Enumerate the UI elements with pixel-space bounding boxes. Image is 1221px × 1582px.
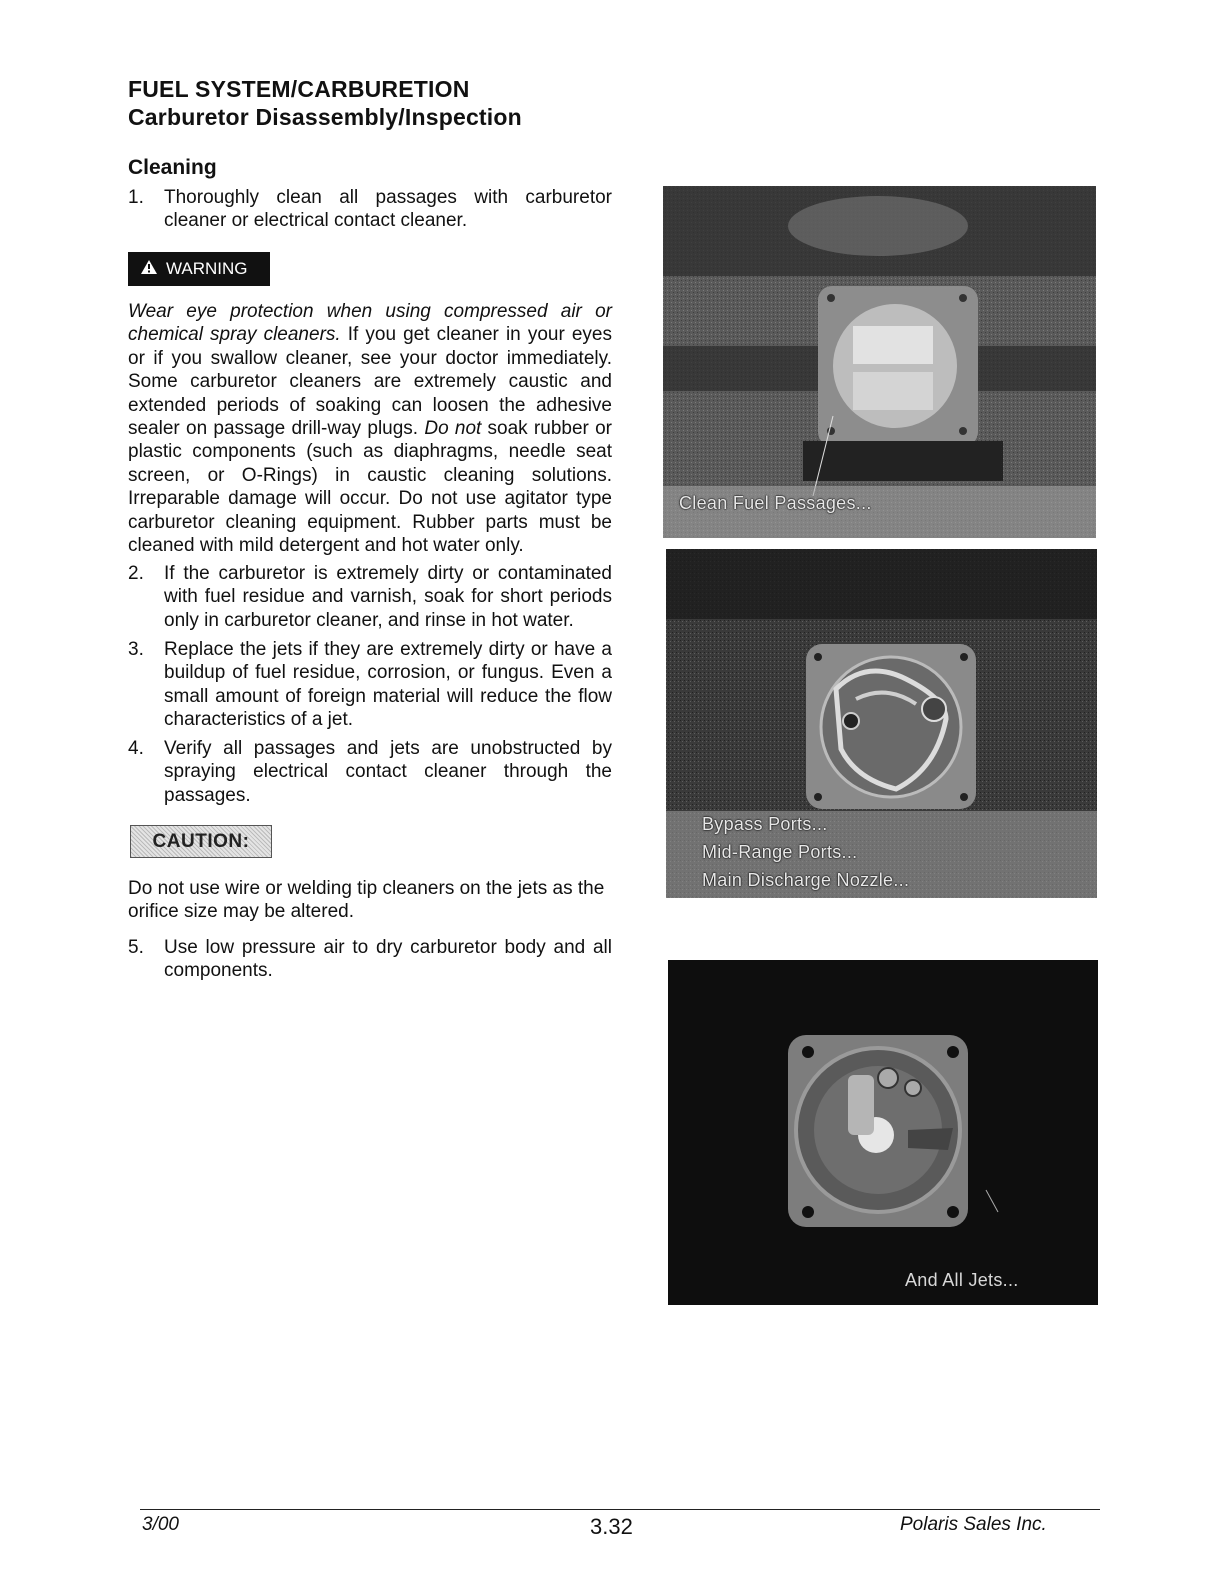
warning-paragraph	[128, 300, 612, 557]
step-2	[128, 562, 612, 632]
photo-all-jets	[668, 960, 1098, 1305]
cleaning-heading: Cleaning	[128, 156, 217, 179]
section-title: FUEL SYSTEM/CARBURETION	[128, 76, 470, 102]
warning-text-1: If you get cleaner in your eyes or if you swallow cleaner, see your doctor immediately. Some carburetor cleaners are extremely caustic and extended periods of soaking can loosen the adhesive sealer on passage drill-way plugs.	[128, 324, 612, 440]
step-number: 1.	[128, 187, 144, 208]
warning-italic-1: Wear eye protection when using compressed air or chemical spray cleaners.	[128, 301, 612, 346]
step-text: Use low pressure air to dry carburetor body and all components.	[164, 937, 612, 982]
photo-caption: Clean Fuel Passages...	[679, 493, 872, 513]
carburetor-top-image	[663, 186, 1096, 538]
step-number: 4.	[128, 738, 144, 759]
step-5	[128, 936, 612, 983]
step-text: If the carburetor is extremely dirty or contaminated with fuel residue and varnish, soak for short periods only in carburetor cleaner, and rinse in hot water.	[164, 563, 612, 631]
footer-page-number: 3.32	[590, 1514, 633, 1539]
footer-date: 3/00	[142, 1514, 179, 1535]
step-text: Thoroughly clean all passages with carburetor cleaner or electrical contact cleaner.	[164, 187, 612, 232]
caution-paragraph	[128, 877, 612, 924]
caution-text: Do not use wire or welding tip cleaners on the jets as the orifice size may be altered.	[128, 878, 605, 923]
photo-clean-fuel-passages	[663, 186, 1096, 538]
photo-ports-nozzle	[666, 549, 1097, 898]
step-4	[128, 737, 612, 807]
warning-triangle-icon	[140, 259, 158, 280]
caution-label: CAUTION:	[152, 830, 250, 852]
warning-label: WARNING	[166, 259, 248, 278]
subsection-title: Carburetor Disassembly/Inspection	[128, 104, 522, 130]
step-text: Verify all passages and jets are unobstructed by spraying electrical contact cleaner through the passages.	[164, 738, 612, 806]
footer-company: Polaris Sales Inc.	[900, 1514, 1047, 1535]
carburetor-jets-image	[668, 960, 1098, 1305]
warning-badge	[128, 252, 270, 286]
caution-badge	[130, 825, 272, 858]
photo-caption-bypass: Bypass Ports...	[702, 814, 828, 834]
step-number: 5.	[128, 937, 144, 958]
warning-italic-2: Do not	[424, 418, 482, 440]
warning-text-2: soak rubber or plastic components (such as diaphragms, needle seat screen, or O-Rings) in caustic cleaning solutions. Irreparable damage will occur. Do not use agitator type carburetor cleaning equipment. Rubber parts must be cleaned with mild detergent and hot water only.	[128, 418, 612, 557]
photo-caption-midrange: Mid-Range Ports...	[702, 842, 858, 862]
step-number: 2.	[128, 563, 144, 584]
footer-divider	[140, 1509, 1100, 1510]
step-1	[128, 186, 612, 233]
photo-caption-nozzle: Main Discharge Nozzle...	[702, 870, 910, 890]
step-number: 3.	[128, 639, 144, 660]
photo-caption: And All Jets...	[905, 1270, 1019, 1290]
step-3	[128, 638, 612, 732]
step-text: Replace the jets if they are extremely dirty or have a buildup of fuel residue, corrosion, or fungus. Even a small amount of foreign material will reduce the flow characteristics of a jet.	[164, 639, 612, 731]
